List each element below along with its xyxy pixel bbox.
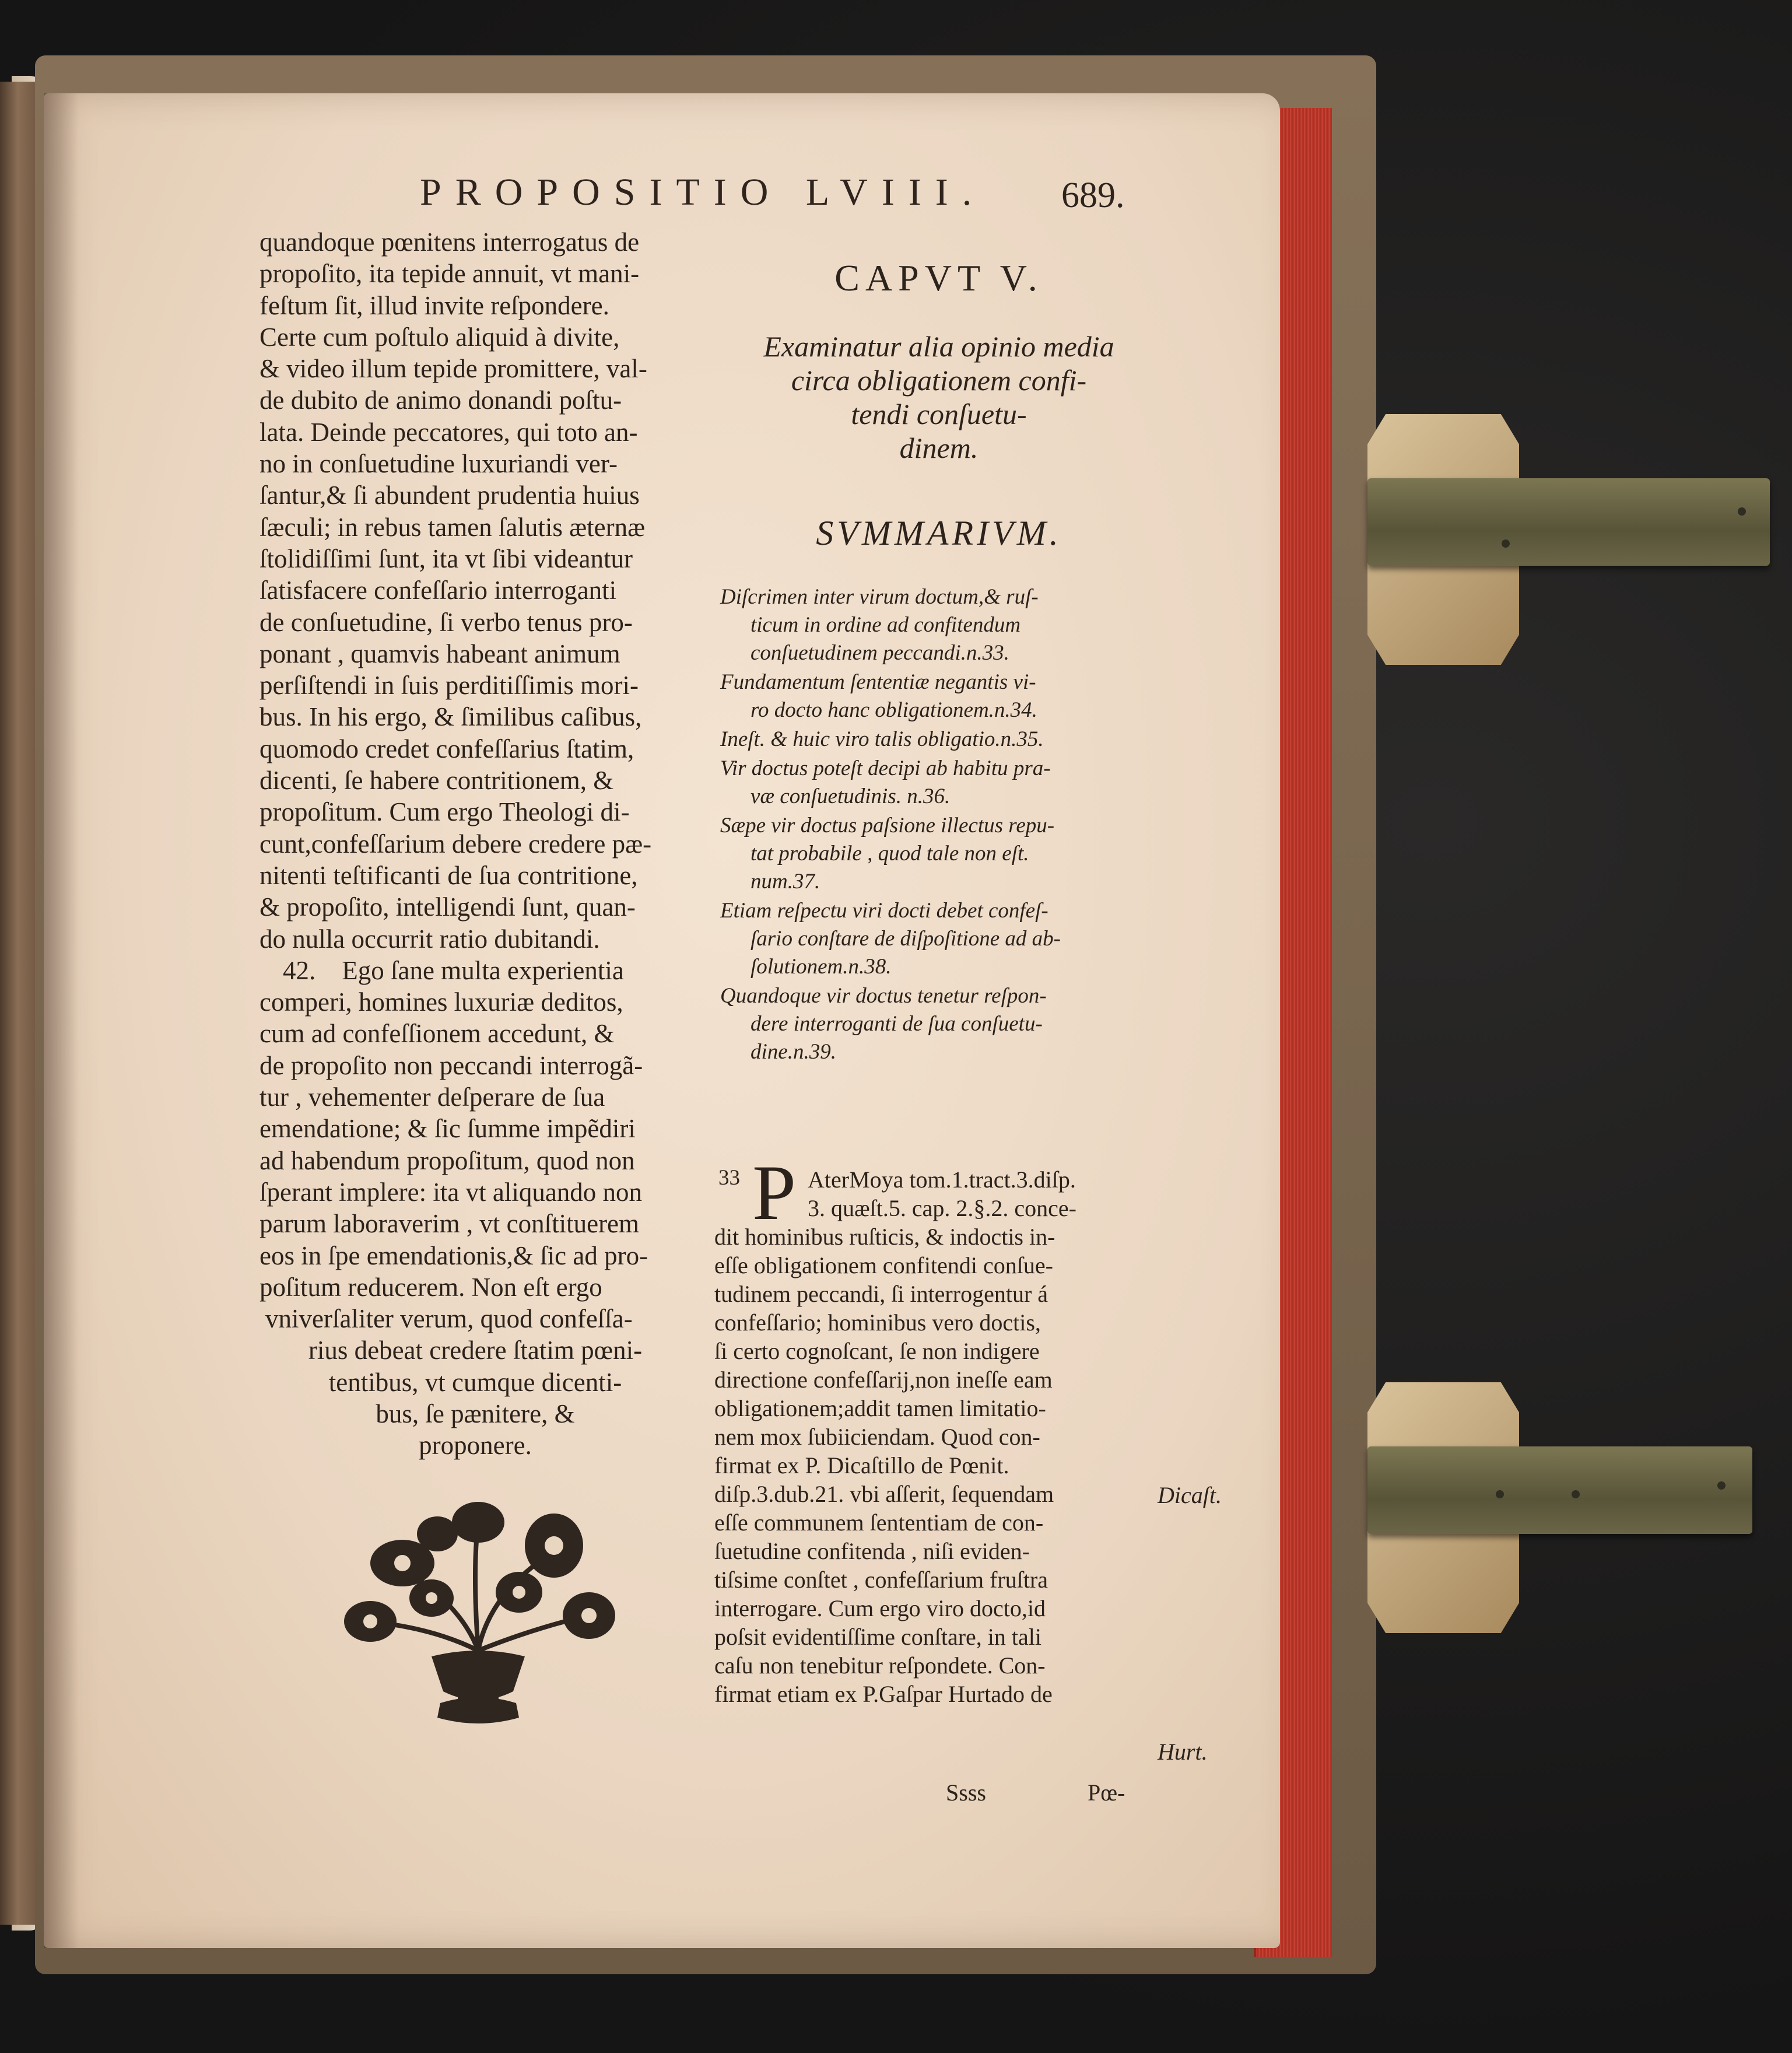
page-number: 689. [1061, 176, 1125, 215]
clasp-rivet [1572, 1490, 1580, 1498]
summary-line: Vir doctus poteſt decipi ab habitu pra- [720, 756, 1051, 780]
clasp-rivet [1717, 1481, 1726, 1490]
clasp-rivet [1496, 1490, 1504, 1498]
text-line: de dubito de animo donandi poſtu- [259, 386, 622, 415]
summary-list [720, 583, 1152, 1067]
summary-line: ro docto hanc obligationem.n.34. [751, 698, 1037, 722]
text-line: eos in ſpe emendationis,& ſic ad pro- [259, 1241, 648, 1270]
text-line: rius debeat credere ſtatim pœni- [308, 1336, 643, 1365]
subtitle-line: dinem. [899, 432, 979, 464]
chapter-title: CAPVT V. [834, 257, 1043, 299]
summary-line: dere interroganti de ſua conſuetu- [751, 1012, 1043, 1036]
text-line: diſp.3.dub.21. vbi aſſerit, ſequendam [714, 1481, 1054, 1507]
summary-item [720, 726, 1152, 754]
text-line: cunt,confeſſarium debere credere pæ- [259, 829, 652, 859]
summary-line: Etiam reſpectu viri docti debet confeſ- [720, 899, 1048, 923]
section-42-line: 42. Ego ſane multa experientia [283, 955, 624, 985]
text-line: bus, ſe pænitere, & [376, 1399, 575, 1428]
summary-line: Ineſt. & huic viro talis obligatio.n.35. [720, 727, 1044, 751]
text-line: firmat ex P. Dicaſtillo de Pœnit. [714, 1452, 1009, 1479]
margin-note-dicast: Dicaſt. [1158, 1482, 1222, 1508]
text-line: emendatione; & ſic ſumme impẽdiri [259, 1114, 636, 1144]
subtitle-line: tendi conſuetu- [851, 398, 1027, 430]
summary-item [720, 812, 1152, 896]
text-line: ad habendum propoſitum, quod non [259, 1145, 635, 1175]
text-line: ſatisfacere confeſſario interroganti [259, 576, 617, 605]
floral-vase-ornament [315, 1499, 641, 1732]
left-text-column [259, 226, 691, 1462]
summary-line: Sæpe vir doctus paſsione illectus repu- [720, 814, 1055, 838]
text-line: directione confeſſarij,non ineſſe eam [714, 1367, 1053, 1393]
text-line: tur , vehementer deſperare de ſua [259, 1082, 605, 1112]
summary-item [720, 668, 1152, 724]
text-line: tiſsime conſtet , confeſſarium fruſtra [714, 1567, 1048, 1593]
summary-item [720, 982, 1152, 1066]
text-line: vniverſaliter verum, quod confeſſa- [265, 1304, 633, 1334]
text-line: tentibus, vt cumque dicenti- [328, 1367, 622, 1397]
signature-mark: Ssss [946, 1779, 986, 1806]
text-line: obligationem;addit tamen limitatio- [714, 1395, 1046, 1421]
text-line: bus. In his ergo, & ſimilibus caſibus, [259, 702, 642, 732]
text-line: ſperant implere: ita vt aliquando non [259, 1177, 643, 1207]
text-line: propoſito, ita tepide annuit, vt mani- [259, 259, 640, 289]
drop-cap: P [752, 1150, 797, 1236]
running-title: PROPOSITIO LVIII. [420, 171, 986, 213]
text-line: & propoſito, intelligendi ſunt, quan- [259, 892, 636, 922]
clasp-rivet [1502, 539, 1510, 548]
text-line: no in conſuetudine luxuriandi ver- [259, 449, 618, 479]
text-line: cum ad confeſſionem accedunt, & [259, 1019, 615, 1049]
text-line: de propoſito non peccandi interrogã- [259, 1050, 643, 1080]
text-line: perſiſtendi in ſuis perditiſſimis mori- [259, 671, 639, 700]
text-line: propoſitum. Cum ergo Theologi di- [259, 797, 630, 827]
text-line: poſitum reducerem. Non eſt ergo [259, 1272, 602, 1302]
summary-heading: SVMMARIVM. [816, 514, 1062, 552]
text-line: ſtolidiſſimi ſunt, ita vt ſibi videantur [259, 544, 633, 573]
text-line: Certe cum poſtulo aliquid à divite, [259, 322, 620, 352]
text-line: poſsit evidentiſſime conſtare, in tali [714, 1624, 1041, 1650]
summary-line: væ conſuetudinis. n.36. [751, 784, 951, 808]
text-line: interrogare. Cum ergo viro docto,id [714, 1595, 1046, 1621]
text-line: lata. Deinde peccatores, qui toto an- [259, 417, 638, 447]
text-line: ponant , quamvis habeant animum [259, 639, 620, 668]
text-line: ſi certo cognoſcant, ſe non indigere [714, 1338, 1040, 1364]
gutter-shadow [44, 93, 79, 1948]
summary-item [720, 897, 1152, 981]
text-line: & video illum tepide promittere, val- [259, 354, 647, 384]
summary-line: ſario conſtare de diſpoſitione ad ab- [751, 927, 1061, 951]
summary-line: num.37. [751, 870, 820, 894]
text-line: feſtum ſit, illud invite reſpondere. [259, 290, 609, 320]
text-line: eſſe communem ſententiam de con- [714, 1509, 1044, 1536]
subtitle-line: circa obligationem confi- [791, 364, 1087, 397]
text-line: ſuetudine confitenda , niſi eviden- [714, 1538, 1030, 1564]
text-line: 3. quæſt.5. cap. 2.§.2. conce- [808, 1195, 1076, 1221]
summary-line: ticum in ordine ad confitendum [751, 613, 1021, 637]
text-line: nem mox ſubiiciendam. Quod con- [714, 1424, 1040, 1450]
text-line: AterMoya tom.1.tract.3.diſp. [808, 1166, 1076, 1193]
text-line: comperi, homines luxuriæ deditos, [259, 987, 623, 1017]
catchword: Pœ- [1088, 1779, 1125, 1806]
summary-line: Diſcrimen inter virum doctum,& ruſ- [720, 585, 1039, 609]
summary-line: Quandoque vir doctus tenetur reſpon- [720, 984, 1047, 1008]
right-body-text [714, 1165, 1158, 1708]
text-line: de conſuetudine, ſi verbo tenus pro- [259, 607, 633, 637]
summary-line: Fundamentum ſententiæ negantis vi- [720, 670, 1036, 694]
clasp-strap [1367, 478, 1770, 566]
text-line: eſſe obligationem confitendi conſue- [714, 1252, 1053, 1278]
text-line: quandoque pœnitens interrogatus de [259, 227, 640, 257]
margin-note-hurt: Hurt. [1158, 1739, 1208, 1765]
text-line: ſantur,& ſi abundent prudentia huius [259, 481, 640, 510]
text-line: proponere. [419, 1431, 532, 1460]
text-line: parum laboraverim , vt conſtituerem [259, 1209, 640, 1239]
text-line: caſu non tenebitur reſpondete. Con- [714, 1652, 1046, 1679]
chapter-subtitle [723, 330, 1155, 465]
summary-line: dine.n.39. [751, 1040, 836, 1064]
summary-item [720, 583, 1152, 667]
clasp-strap [1367, 1446, 1752, 1534]
section-number: 33 [718, 1166, 740, 1190]
summary-line: tat probabile , quod tale non eſt. [751, 842, 1029, 866]
text-line: confeſſario; hominibus vero doctis, [714, 1309, 1041, 1336]
clasp-rivet [1738, 507, 1746, 516]
summary-line: ſolutionem.n.38. [751, 955, 892, 979]
text-line: quomodo credet confeſſarius ſtatim, [259, 734, 634, 763]
text-line: dit hominibus ruſticis, & indoctis in- [714, 1224, 1055, 1250]
text-line: do nulla occurrit ratio dubitandi. [259, 924, 600, 954]
text-line: nitenti teſtificanti de ſua contritione, [259, 860, 638, 890]
summary-item [720, 755, 1152, 811]
subtitle-line: Examinatur alia opinio media [763, 330, 1114, 363]
summary-line: conſuetudinem peccandi.n.33. [751, 641, 1009, 665]
text-line: tudinem peccandi, ſi interrogentur á [714, 1281, 1048, 1307]
text-line: ſæculi; in rebus tamen ſalutis æternæ [259, 512, 646, 542]
text-line: firmat etiam ex P.Gaſpar Hurtado de [714, 1681, 1053, 1707]
text-line: dicenti, ſe habere contritionem, & [259, 766, 614, 796]
